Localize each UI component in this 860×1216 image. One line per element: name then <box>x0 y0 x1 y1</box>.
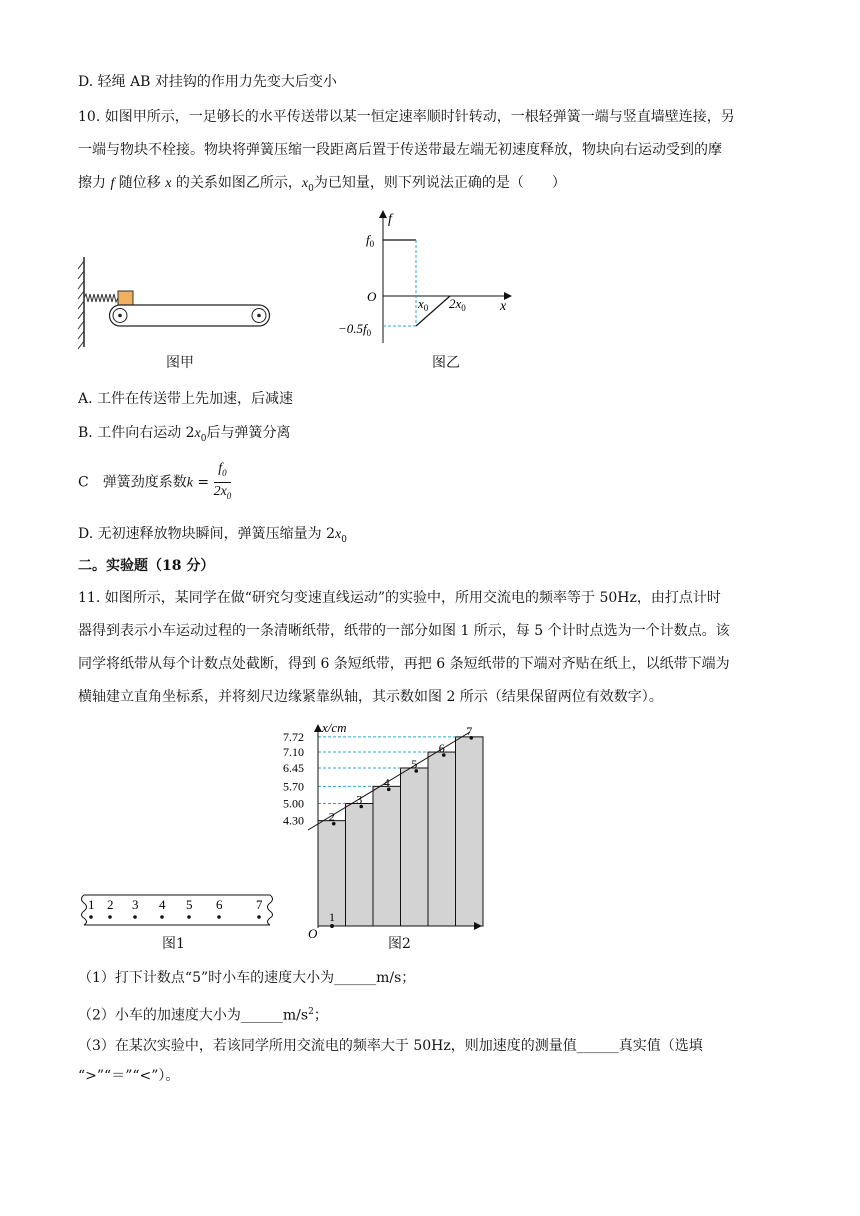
q11-stem-line2: 器得到表示小车运动过程的一条清晰纸带，纸带的一部分如图 1 所示，每 5 个计时点选为一个计数点。该 <box>78 623 730 639</box>
point-label-5: 5 <box>411 756 418 771</box>
point-label-2: 2 <box>328 809 335 824</box>
q11-question-2: （2）小车的加速度大小为$\_\_\_\_\_\_m/s^2$； <box>78 1007 328 1024</box>
fig-yi-caption: 图乙 <box>432 355 460 371</box>
q9-option-d: D. 轻绳 AB 对挂钩的作用力先变大后变小 <box>78 74 337 90</box>
tape-label-4: 4 <box>159 897 166 912</box>
ytick-5.70: 5.70 <box>283 779 304 794</box>
q11-stem-line4: 横轴建立直角坐标系，并将刻尺边缘紧靠纵轴，其示数如图 2 所示（结果保留两位有效数字）。 <box>78 689 663 705</box>
ytick-6.45: 6.45 <box>283 760 304 775</box>
tape-label-6: 6 <box>216 897 223 912</box>
tape-label-7: 7 <box>256 897 263 912</box>
point-1 <box>330 924 334 928</box>
tape-dot-3 <box>133 915 137 919</box>
block <box>118 291 133 305</box>
q10-option-c: C 弹簧劲度系数k = $\frac{f_0}{2x_0}$ <box>78 460 231 505</box>
q10-option-b: B. 工件向右运动 $2x_0$后与弹簧分离 <box>78 425 291 444</box>
graph-neg-f0: $-0.5f_0$ <box>338 321 372 338</box>
point-label-7: 7 <box>466 723 473 738</box>
q11-stem-line1: 11. 如图所示，某同学在做“研究匀变速直线运动”的实验中，所用交流电的频率等于 50Hz，由打点计时 <box>78 590 721 606</box>
tape-dot-5 <box>187 915 191 919</box>
fig2-caption: 图2 <box>388 936 411 952</box>
conveyor-figure <box>76 255 276 351</box>
q11-stem-line3: 同学将纸带从每个计数点处截断，得到 6 条短纸带，再把 6 条短纸带的下端对齐贴在纸上，以纸带下端为 <box>78 656 730 672</box>
tape-label-3: 3 <box>132 897 139 912</box>
point-label-4: 4 <box>383 775 390 790</box>
bar-5 <box>428 752 456 926</box>
tape-dot-6 <box>217 915 221 919</box>
bar-3 <box>373 786 401 926</box>
bar-2 <box>346 804 374 927</box>
q10-stem-line2: 一端与物块不栓接。物块将弹簧压缩一段距离后置于传送带最左端无初速度释放，物块向右运动受到的摩 <box>78 142 722 158</box>
fig1-caption: 图1 <box>162 936 185 952</box>
tape-dot-2 <box>108 915 112 919</box>
graph-x0: $x_0$ <box>418 296 429 313</box>
graph-origin: O <box>367 289 377 304</box>
tape-label-2: 2 <box>107 897 114 912</box>
tape-dot-1 <box>89 915 93 919</box>
point-label-1: 1 <box>329 910 335 924</box>
q11-question-1: （1）打下计数点“5”时小车的速度大小为______m/s； <box>78 970 416 986</box>
bar-6 <box>456 737 484 926</box>
spring <box>84 294 118 302</box>
point-label-3: 3 <box>356 792 363 807</box>
chart-ylabel: x/cm <box>322 720 347 735</box>
graph-f0: $f_0$ <box>366 232 375 249</box>
q10-stem-line1: 10. 如图甲所示，一足够长的水平传送带以某一恒定速率顺时针转动，一根轻弹簧一端与竖直墙壁连接，另 <box>78 109 735 125</box>
friction-graph <box>330 208 520 348</box>
q10-stem-line3: 擦力 f 随位移 x 的关系如图乙所示，$x_0$为已知量，则下列说法正确的是（ ） <box>78 175 566 194</box>
ytick-5.00: 5.00 <box>283 796 304 811</box>
q10-option-d: D. 无初速释放物块瞬间，弹簧压缩量为 $2x_0$ <box>78 526 347 545</box>
k-fraction: $\frac{f_0}{2x_0}$ <box>213 461 232 501</box>
chart-origin: O <box>308 926 318 940</box>
point-label-6: 6 <box>438 741 445 756</box>
bar-4 <box>401 768 429 926</box>
ytick-4.30: 4.30 <box>283 813 304 828</box>
q11-question-3-line1: （3）在某次实验中，若该同学所用交流电的频率大于 50Hz，则加速度的测量值______真实值（选填 <box>78 1038 703 1054</box>
q10-option-a: A. 工件在传送带上先加速，后减速 <box>78 391 294 407</box>
graph-ylabel: f <box>388 212 392 227</box>
fig-jia-caption: 图甲 <box>166 355 194 371</box>
tape-label-1: 1 <box>88 897 95 912</box>
tape-bar-chart <box>280 718 510 940</box>
tape-dot-7 <box>257 915 261 919</box>
section-heading: 二。实验题（18 分） <box>78 558 215 574</box>
tape-label-5: 5 <box>186 897 193 912</box>
tape-dot-4 <box>160 915 164 919</box>
paper-tape-figure <box>78 893 278 929</box>
ytick-7.10: 7.10 <box>283 745 304 760</box>
q11-question-3-line2: “>”“＝”“<”）。 <box>78 1068 180 1084</box>
ytick-7.72: 7.72 <box>283 729 304 744</box>
graph-xlabel: x <box>500 299 507 314</box>
graph-2x0: $2x_0$ <box>449 296 466 313</box>
